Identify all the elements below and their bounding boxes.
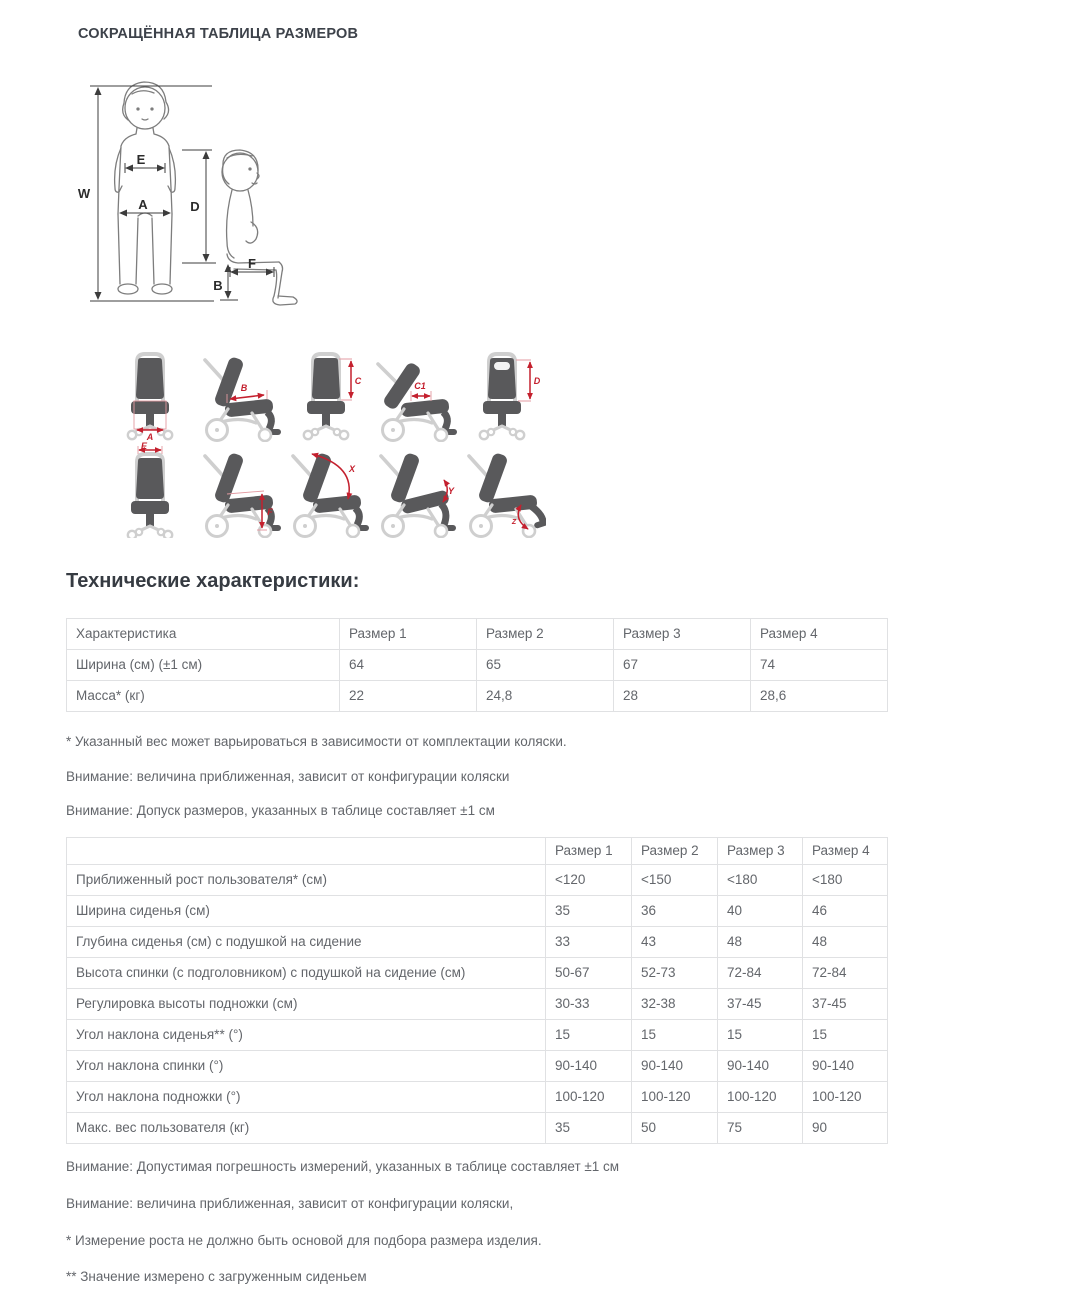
cell-value: <120 xyxy=(546,865,632,896)
cell-value: 40 xyxy=(718,896,803,927)
chair-label-a: A xyxy=(146,432,154,442)
standing-child-drawing xyxy=(115,82,176,294)
sitting-child-drawing xyxy=(222,150,297,305)
cell-value: 15 xyxy=(632,1020,718,1051)
cell-value: 50-67 xyxy=(546,958,632,989)
chair-label-c: C xyxy=(354,376,362,386)
cell-value: 72-84 xyxy=(803,958,888,989)
cell-label: Глубина сиденья (см) с подушкой на сидение xyxy=(67,927,546,958)
column-header xyxy=(67,838,546,865)
cell-value: 28 xyxy=(614,681,751,712)
dim-label-w: W xyxy=(77,186,91,201)
chair-back-headrest-height-icon xyxy=(458,346,546,442)
column-header: Размер 4 xyxy=(803,838,888,865)
chair-back-width-icon xyxy=(106,442,194,538)
cell-value: 100-120 xyxy=(546,1082,632,1113)
dim-label-f: F xyxy=(248,256,256,271)
chair-label-y: Y xyxy=(447,486,455,496)
cell-value: 37-45 xyxy=(803,989,888,1020)
cell-label: Регулировка высоты подножки (см) xyxy=(67,989,546,1020)
cell-value: 90-140 xyxy=(546,1051,632,1082)
chair-label-z: Z xyxy=(511,519,517,526)
cell-value: 90-140 xyxy=(718,1051,803,1082)
chair-dimension-icons xyxy=(106,346,546,538)
cell-value: 65 xyxy=(477,650,614,681)
dim-label-a: A xyxy=(138,197,148,212)
chair-label-f: F xyxy=(267,507,273,517)
cell-value: 48 xyxy=(803,927,888,958)
column-header: Размер 3 xyxy=(718,838,803,865)
table-row xyxy=(67,1051,888,1082)
cell-value: 52-73 xyxy=(632,958,718,989)
note-text: Внимание: величина приближенная, зависит от конфигурации коляски, xyxy=(66,1196,514,1211)
cell-value: 100-120 xyxy=(803,1082,888,1113)
size-table-header-row xyxy=(67,838,888,865)
chair-footrest-height-icon xyxy=(194,442,282,538)
table-row xyxy=(67,1082,888,1113)
cell-label: Масса* (кг) xyxy=(67,681,340,712)
note-text: ** Значение измерено с загруженным сиденьем xyxy=(66,1269,367,1284)
cell-label: Ширина сиденья (см) xyxy=(67,896,546,927)
table-row xyxy=(67,865,888,896)
chair-back-height-side-icon xyxy=(370,346,458,442)
chair-seat-width-icon xyxy=(106,346,194,442)
cell-value: 15 xyxy=(718,1020,803,1051)
cell-label: Угол наклона спинки (°) xyxy=(67,1051,546,1082)
chair-back-height-icon xyxy=(282,346,370,442)
cell-value: 36 xyxy=(632,896,718,927)
note-text: Внимание: величина приближенная, зависит от конфигурации коляски xyxy=(66,769,510,784)
cell-value: 22 xyxy=(340,681,477,712)
note-text: * Измерение роста не должно быть основой для подбора размера изделия. xyxy=(66,1233,542,1248)
cell-label: Угол наклона подножки (°) xyxy=(67,1082,546,1113)
chair-seat-tilt-icon xyxy=(370,442,458,538)
cell-value: 32-38 xyxy=(632,989,718,1020)
cell-value: 74 xyxy=(751,650,888,681)
note-text: Внимание: Допуск размеров, указанных в таблице составляет ±1 см xyxy=(66,803,495,818)
dim-label-e: E xyxy=(136,152,146,167)
cell-value: <180 xyxy=(718,865,803,896)
dim-label-d: D xyxy=(190,199,200,214)
table-row xyxy=(67,989,888,1020)
table-row xyxy=(67,681,888,712)
cell-value: 90 xyxy=(803,1113,888,1144)
cell-value: 90-140 xyxy=(803,1051,888,1082)
cell-value: 67 xyxy=(614,650,751,681)
chair-seat-depth-icon xyxy=(194,346,282,442)
cell-value: 100-120 xyxy=(718,1082,803,1113)
cell-value: 37-45 xyxy=(718,989,803,1020)
size-table xyxy=(66,837,888,1144)
column-header: Размер 2 xyxy=(477,619,614,650)
cell-label: Приближенный рост пользователя* (см) xyxy=(67,865,546,896)
cell-value: 30-33 xyxy=(546,989,632,1020)
chair-label-b: B xyxy=(240,383,248,393)
cell-value: 35 xyxy=(546,1113,632,1144)
cell-label: Угол наклона сиденья** (°) xyxy=(67,1020,546,1051)
cell-value: 15 xyxy=(803,1020,888,1051)
table-row xyxy=(67,927,888,958)
column-header: Характеристика xyxy=(67,619,340,650)
cell-value: 24,8 xyxy=(477,681,614,712)
cell-label: Макс. вес пользователя (кг) xyxy=(67,1113,546,1144)
chair-label-d: D xyxy=(533,376,541,386)
chair-label-c1: C1 xyxy=(414,381,426,391)
cell-label: Высота спинки (с подголовником) с подушкой на сидение (см) xyxy=(67,958,546,989)
table-row xyxy=(67,1020,888,1051)
note-text: * Указанный вес может варьироваться в зависимости от комплектации коляски. xyxy=(66,734,567,749)
child-measurement-diagram xyxy=(62,76,342,320)
column-header: Размер 3 xyxy=(614,619,751,650)
page-title: СОКРАЩЁННАЯ ТАБЛИЦА РАЗМЕРОВ xyxy=(78,26,359,42)
chair-label-e: E xyxy=(140,442,148,451)
cell-value: 100-120 xyxy=(632,1082,718,1113)
cell-label: Ширина (см) (±1 см) xyxy=(67,650,340,681)
column-header: Размер 2 xyxy=(632,838,718,865)
section-heading: Технические характеристики: xyxy=(66,570,360,592)
table-row xyxy=(67,896,888,927)
cell-value: 75 xyxy=(718,1113,803,1144)
column-header: Размер 4 xyxy=(751,619,888,650)
cell-value: 48 xyxy=(718,927,803,958)
cell-value: 35 xyxy=(546,896,632,927)
cell-value: 15 xyxy=(546,1020,632,1051)
cell-value: 46 xyxy=(803,896,888,927)
cell-value: 33 xyxy=(546,927,632,958)
cell-value: 50 xyxy=(632,1113,718,1144)
table-row xyxy=(67,958,888,989)
cell-value: 72-84 xyxy=(718,958,803,989)
table-row xyxy=(67,650,888,681)
cell-value: 90-140 xyxy=(632,1051,718,1082)
dim-label-b: B xyxy=(213,278,223,293)
cell-value: 43 xyxy=(632,927,718,958)
chair-label-x: X xyxy=(348,464,356,474)
cell-value: 28,6 xyxy=(751,681,888,712)
spec-table xyxy=(66,618,888,712)
column-header: Размер 1 xyxy=(546,838,632,865)
cell-value: <150 xyxy=(632,865,718,896)
cell-value: <180 xyxy=(803,865,888,896)
chair-footrest-angle-icon xyxy=(458,442,546,538)
note-text: Внимание: Допустимая погрешность измерений, указанных в таблице составляет ±1 см xyxy=(66,1159,620,1174)
cell-value: 64 xyxy=(340,650,477,681)
chair-backrest-angle-icon xyxy=(282,442,370,538)
column-header: Размер 1 xyxy=(340,619,477,650)
table-row xyxy=(67,1113,888,1144)
spec-table-header-row xyxy=(67,619,888,650)
